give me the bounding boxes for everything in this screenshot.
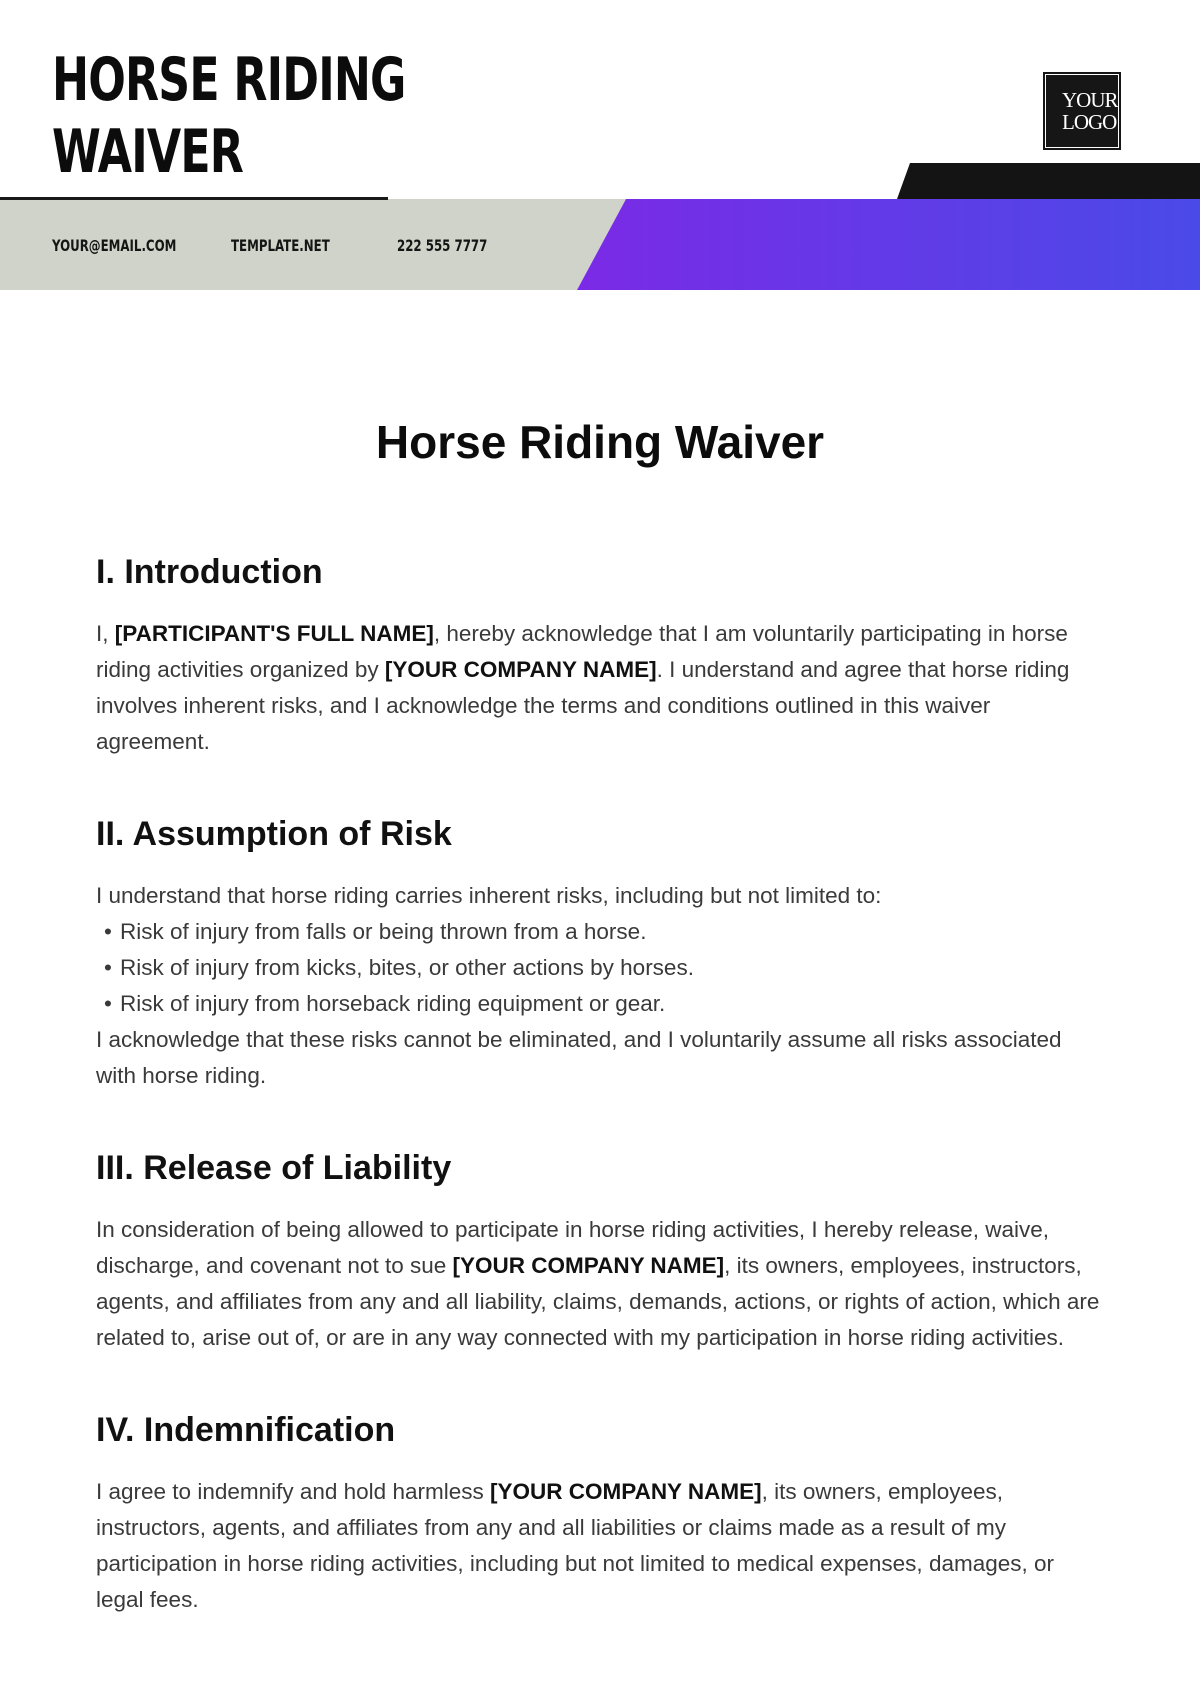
- text-run: In consideration of being allowed to participate in horse riding activities, I hereby release, waive, discharge, and covenant not to sue: [96, 1217, 1050, 1278]
- section-paragraph: [96, 1212, 1106, 1356]
- section-release-of-liability: [96, 1146, 1106, 1356]
- company-name-placeholder: [YOUR COMPANY NAME]: [452, 1253, 725, 1278]
- section-intro-text: I understand that horse riding carries inherent risks, including but not limited to:: [96, 883, 882, 908]
- section-indemnification: [96, 1408, 1106, 1618]
- list-item: • Risk of injury from falls or being thrown from a horse.: [96, 914, 1106, 950]
- brand-title-line1: HORSE RIDING: [52, 45, 406, 115]
- document-header: [0, 0, 1200, 292]
- logo-line1: YOUR: [1062, 88, 1118, 112]
- logo-text: [1062, 89, 1118, 133]
- document-title: Horse Riding Waiver: [375, 416, 825, 468]
- section-heading: IV. Indemnification: [96, 1411, 396, 1449]
- company-name-placeholder: [YOUR COMPANY NAME]: [384, 657, 657, 682]
- company-logo: [1046, 75, 1118, 147]
- section-assumption-of-risk: [96, 812, 1106, 1094]
- text-run: . I understand and agree that horse riding involves inherent risks, and I acknowledge the terms and conditions outlined in this waiver agreement.: [96, 657, 1070, 754]
- brand-title: [52, 44, 406, 188]
- dark-slant-strip: [897, 163, 1200, 199]
- list-item: • Risk of injury from horseback riding equipment or gear.: [96, 986, 1106, 1022]
- contact-email[interactable]: YOUR@EMAIL.COM: [52, 236, 177, 255]
- section-heading: II. Assumption of Risk: [96, 815, 452, 853]
- text-run: I agree to indemnify and hold harmless: [96, 1479, 490, 1504]
- text-run: , hereby acknowledge that I am voluntarily participating in horse riding activities organized by: [96, 621, 1068, 682]
- company-name-placeholder: [YOUR COMPANY NAME]: [489, 1479, 762, 1504]
- risk-list: [96, 914, 1106, 1022]
- section-introduction: [96, 550, 1106, 760]
- logo-line2: LOGO: [1062, 110, 1117, 134]
- gradient-band: [577, 199, 1200, 290]
- document-body: [96, 550, 1106, 1670]
- brand-title-line2: WAIVER: [52, 117, 244, 187]
- section-outro-text: I acknowledge that these risks cannot be eliminated, and I voluntarily assume all risks associated with horse riding.: [96, 1027, 1062, 1088]
- section-heading: I. Introduction: [96, 553, 323, 591]
- text-run: I,: [96, 621, 115, 646]
- section-paragraph: [96, 1474, 1106, 1618]
- contact-website[interactable]: TEMPLATE.NET: [231, 236, 330, 255]
- text-run: , its owners, employees, instructors, agents, and affiliates from any and all liabilities or claims made as a result of my participation in horse riding activities, including but not limited to medical expenses, damages, or legal fees.: [96, 1479, 1055, 1612]
- text-run: , its owners, employees, instructors, agents, and affiliates from any and all liability, claims, demands, actions, or rights of action, which are related to, arise out of, or are in any way connected with my participation in horse riding activities.: [96, 1253, 1100, 1350]
- participant-name-placeholder: [PARTICIPANT'S FULL NAME]: [114, 621, 434, 646]
- section-paragraph: [96, 616, 1106, 760]
- list-item: • Risk of injury from kicks, bites, or other actions by horses.: [96, 950, 1106, 986]
- contact-phone[interactable]: 222 555 7777: [397, 236, 488, 255]
- section-heading: III. Release of Liability: [96, 1149, 452, 1187]
